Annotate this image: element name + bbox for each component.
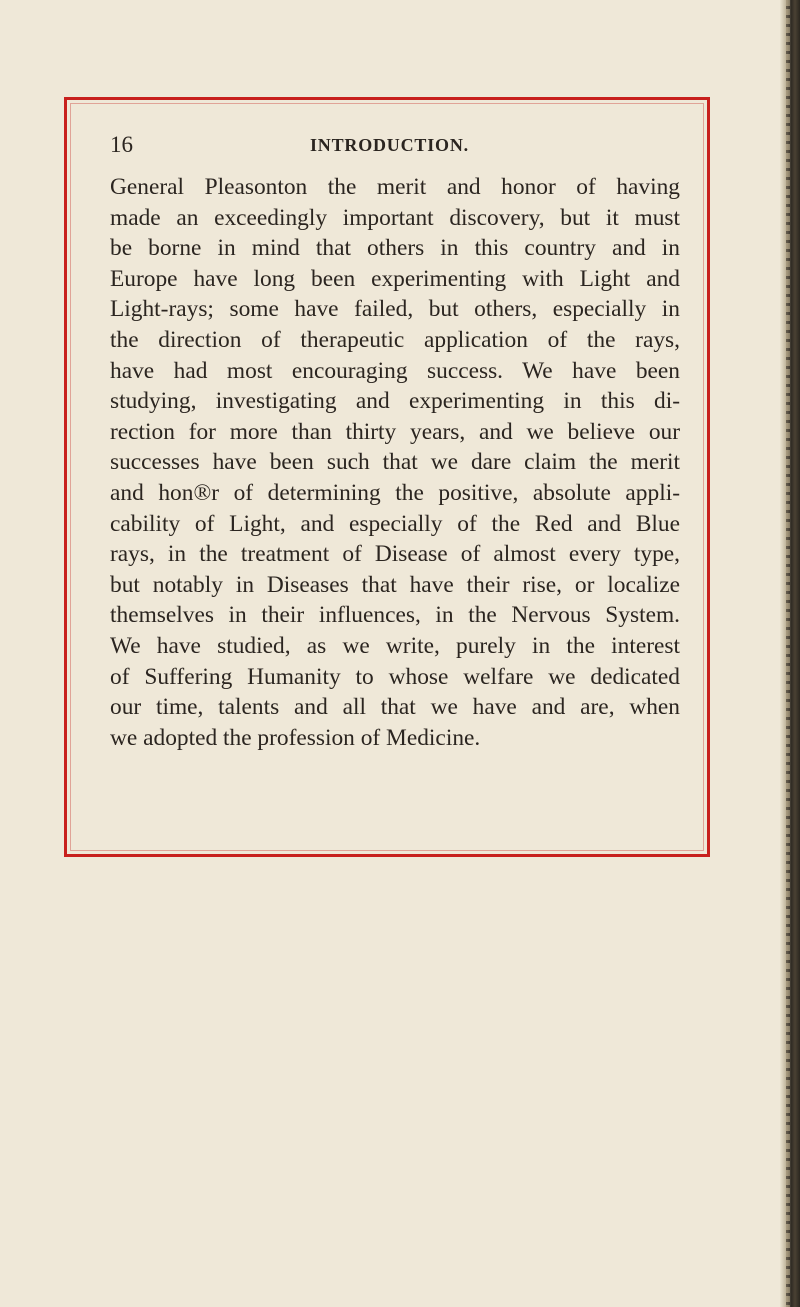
text-line-last: we adopted the profession of Medicine.: [110, 724, 481, 751]
text-line: rays, in the treatment of Disease of almost every type,: [110, 541, 680, 568]
text-line: Light-rays; some have failed, but others, especially in: [110, 296, 680, 323]
page-number: 16: [110, 132, 133, 157]
text-line: be borne in mind that others in this country and in: [110, 235, 680, 262]
body-paragraph: [110, 172, 680, 753]
text-line: cability of Light, and especially of the Red and Blue: [110, 510, 680, 537]
text-line: successes have been such that we dare claim the merit: [110, 449, 680, 476]
text-line: but notably in Diseases that have their rise, or localize: [110, 571, 680, 598]
running-head: [110, 132, 680, 162]
text-line: and hon®r of determining the positive, absolute appli-: [110, 479, 680, 506]
text-line: studying, investigating and experimenting in this di-: [110, 388, 680, 415]
text-line: have had most encouraging success. We have been: [110, 357, 680, 384]
text-line: our time, talents and all that we have and are, when: [110, 694, 680, 721]
text-line: rection for more than thirty years, and we believe our: [110, 418, 680, 445]
text-line: themselves in their influences, in the Nervous System.: [110, 602, 680, 629]
text-line: of Suffering Humanity to whose welfare we dedicated: [110, 663, 680, 690]
book-fore-edge-texture: [786, 0, 790, 1307]
book-fore-edge: [780, 0, 800, 1307]
text-line: General Pleasonton the merit and honor of having: [110, 174, 680, 200]
text-line: Europe have long been experimenting with Light and: [110, 265, 680, 292]
text-line: made an exceedingly important discovery, but it must: [110, 204, 680, 231]
text-line: We have studied, as we write, purely in the interest: [110, 632, 680, 659]
running-title: INTRODUCTION.: [310, 135, 469, 155]
text-line: the direction of therapeutic application of the rays,: [110, 326, 680, 353]
